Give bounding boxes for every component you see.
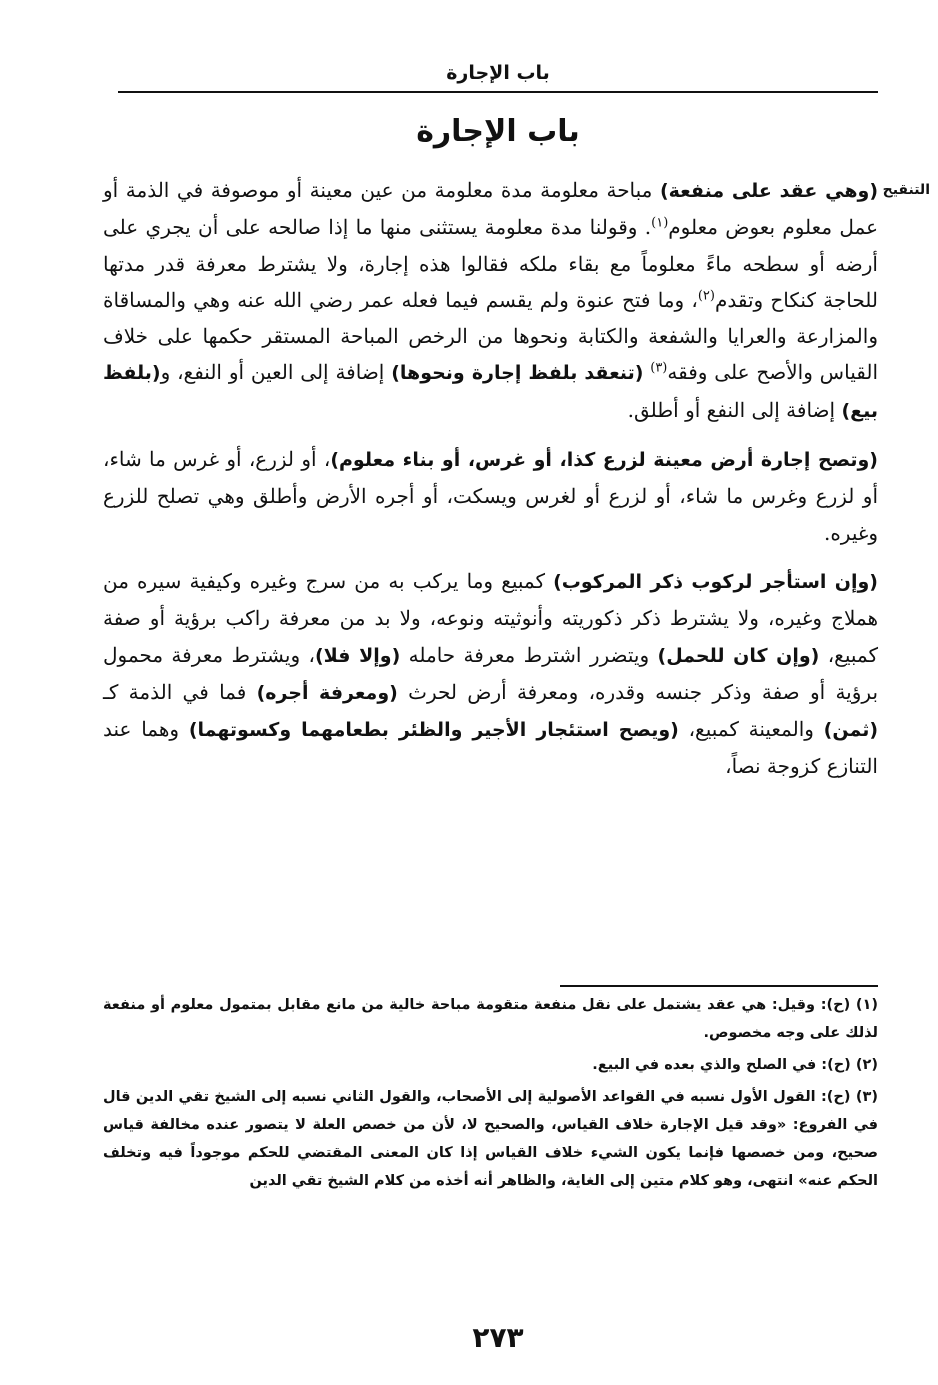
footnote-rule [560, 985, 878, 987]
commentary-text: . وقولنا مدة معلومة يستثنى منها ما إذا صالحه على أن يجري على أرضه أو سطحه ماءً معلوماً مع بقاء ملكه فقالوا هذه إجارة، ولا يشترط معرفة قدر مدتها للحاجة كنكاح وتقدم [103, 215, 878, 312]
matn-phrase: (ومعرفة أجره) [256, 681, 398, 704]
commentary-text: والمعينة كمبيع، [678, 717, 824, 742]
commentary-text: ويتضرر اشترط معرفة حامله [400, 642, 658, 667]
commentary-text: ، أو لزرع، أو غرس ما شاء، أو لزرع وغرس ما شاء، أو لزرع أو لغرس ويسكت، أو أجره الأرض وأطلق وهي تصلح للزرع وغيره. [103, 447, 878, 545]
matn-phrase: (بلفظ بيع) [103, 362, 878, 422]
paragraph-land-lease [103, 441, 878, 551]
paragraph-definition [103, 172, 878, 429]
matn-phrase: (تنعقد بلفظ إجارة ونحوها) [391, 362, 644, 385]
page-number: ٢٧٣ [472, 1321, 524, 1354]
main-text [103, 172, 878, 797]
footnote-1: (١) (ح): وقيل: هي عقد يشتمل على نقل منفعة متقومة مباحة خالية من مانع مقابل بمتمول معلوم أو منفعة لذلك على وجه مخصوص. [103, 997, 878, 1041]
matn-phrase: (وتصح إجارة أرض معينة لزرع كذا، أو غرس، أو بناء معلوم) [330, 449, 878, 472]
matn-phrase: (وإن كان للحمل) [657, 644, 820, 667]
footnote-ref: (١) [651, 215, 669, 231]
matn-phrase: (ثمن) [823, 719, 879, 742]
paragraph-riding-lease [103, 563, 878, 785]
commentary-text: وهما عند التنازع كزوجة نصاً، [103, 717, 878, 779]
running-head: باب الإجارة [446, 62, 550, 84]
footnote-2: (٢) (ح): في الصلح والذي بعده في البيع. [592, 1057, 878, 1073]
matn-phrase: (ويصح استئجار الأجير والظئر بطعامهما وكسوتهما) [188, 719, 679, 742]
margin-source-note: التنقيح [882, 182, 930, 198]
matn-phrase: (وهي عقد على منفعة) [659, 180, 879, 202]
matn-phrase: (وإلا فلا) [314, 644, 401, 667]
commentary-text: مباحة معلومة مدة معلومة من عين معينة أو موصوفة في الذمة أو عمل معلوم بعوض معلوم [103, 178, 879, 240]
footnote-ref: (٢) [697, 288, 715, 304]
footnote-ref: (٣) [650, 360, 668, 376]
commentary-text: إضافة إلى النفع أو أطلق. [627, 397, 842, 422]
commentary-text: ، وما فتح عنوة ولم يقسم فيما فعله عمر رضي الله عنه وهي والمساقاة والمزارعة والعرايا والشفعة والكتابة ونحوها من الرخص المباحة المستقر حكمها على خلاف القياس والأصح على وفقه [103, 287, 878, 385]
footnote-3: (٣) (ح): القول الأول نسبه في القواعد الأصولية إلى الأصحاب، والقول الثاني نسبه إلى الشيخ تقي الدين قال في الفروع: «وقد قيل الإجارة خلاف القياس، والصحيح لا، لأن من خصص العلة لا يتصور عنده مخالفة قياس صحيح، ومن خصصها فإنما يكون الشيء خلاف القياس إذا كان المعنى المقتضي للحكم موجوداً فيه وتخلف الحكم عنه» انتهى، وهو كلام متين إلى الغاية، والظاهر أنه أخذه من كلام الشيخ تقي الدين [103, 1089, 878, 1189]
commentary-text: إضافة إلى العين أو النفع، و [160, 360, 392, 385]
commentary-text: كمبيع وما يركب به من سرج وغيره وكيفية سيره من هملاج وغيره، ولا يشترط ذكر ذكوريته وأنوثيته ونوعه، ولا بد من معرفة راكب برؤية أو صفة كمبيع، [103, 568, 878, 667]
matn-phrase: (وإن استأجر لركوب ذكر المركوب) [553, 570, 878, 593]
commentary-text: فما في الذمة كـ [103, 679, 257, 704]
commentary-text: ، ويشترط معرفة محمول برؤية أو صفة وذكر جنسه وقدره، ومعرفة أرض لحرث [103, 642, 879, 704]
footnotes [103, 991, 878, 1199]
chapter-title: باب الإجارة [416, 114, 580, 149]
header-rule [118, 91, 878, 93]
